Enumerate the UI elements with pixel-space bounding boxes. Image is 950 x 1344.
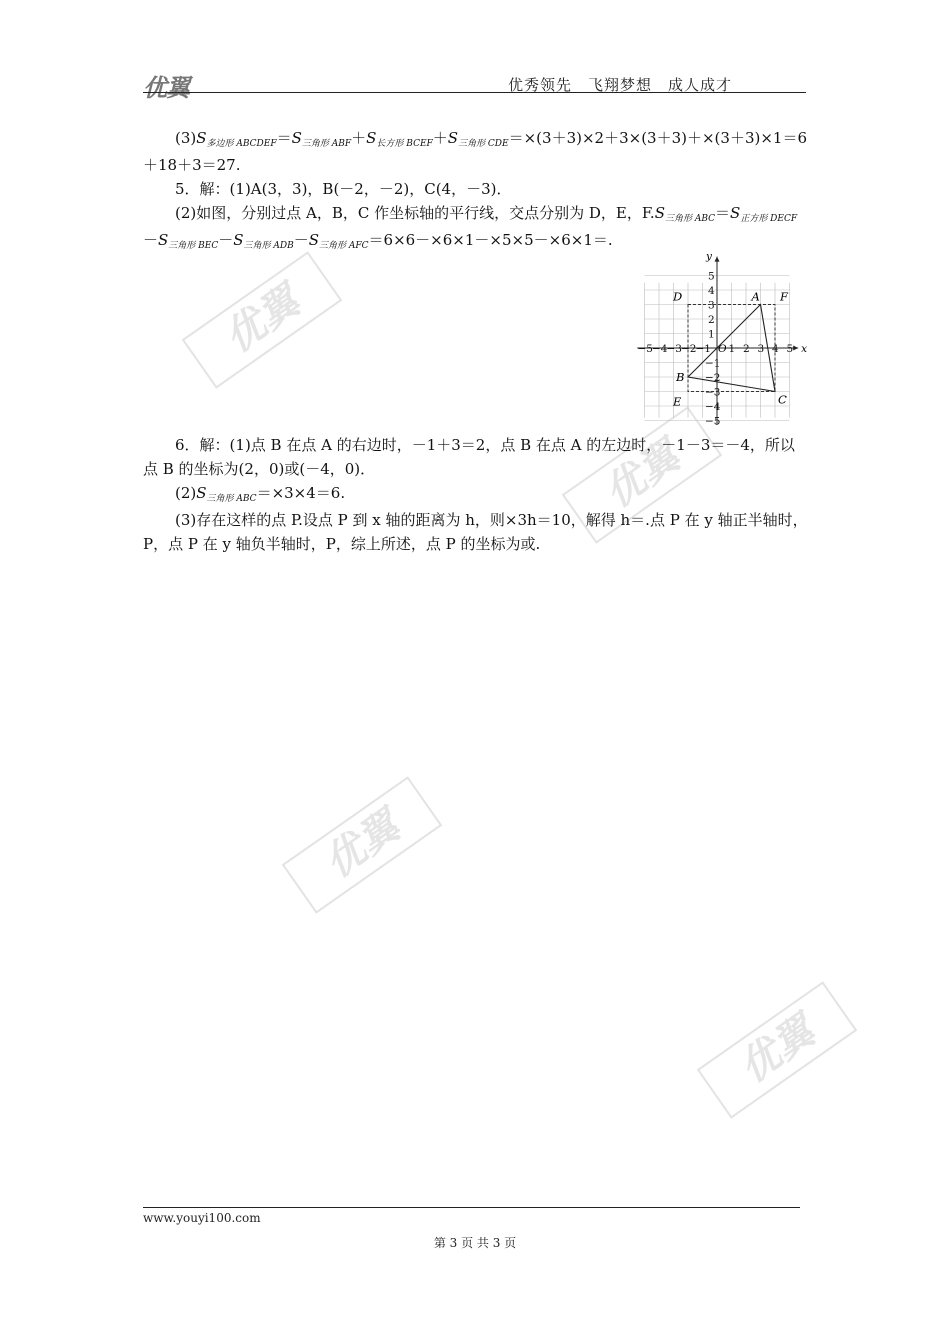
point-label-d: D: [673, 289, 683, 304]
x-tick-label: −5: [637, 343, 653, 355]
point-label-c: C: [778, 392, 787, 407]
x-tick-label: −2: [681, 343, 697, 355]
y-tick-label: 4: [708, 285, 715, 297]
x-axis-label: x: [801, 343, 808, 355]
footer-divider: [143, 1207, 800, 1208]
y-tick-label: 3: [708, 299, 715, 312]
header-divider: [143, 92, 806, 93]
y-tick-label: −4: [705, 401, 721, 413]
x-tick-label: 4: [772, 343, 779, 355]
watermark: 优翼: [182, 251, 343, 388]
page-number: 第 3 页 共 3 页: [433, 1236, 517, 1250]
point-label-a: A: [751, 289, 760, 304]
q6-part3: (3)存在这样的点 P.设点 P 到 x 轴的距离为 h，则×3h＝10，解得 h＝.点 P 在 y 轴正半轴时，P，点 P 在 y 轴负半轴时，P，综上所述，点 P 的坐标为或.: [143, 511, 808, 553]
point-label-e: E: [673, 394, 682, 409]
x-tick-label: 2: [743, 343, 750, 355]
x-tick-label: 5: [786, 343, 794, 355]
point-label-f: F: [780, 289, 788, 304]
y-tick-label: −1: [705, 357, 721, 370]
q6-part1: 6．解：(1)点 B 在点 A 的右边时，－1＋3＝2，点 B 在点 A 的左边时，－1－3＝－4，所以点 B 的坐标为(2，0)或(－4，0)．: [143, 436, 795, 478]
x-tick-label: 3: [757, 343, 765, 355]
header-logo: 优翼: [143, 74, 189, 102]
y-tick-label: −2: [705, 372, 721, 384]
coordinate-graph: [637, 244, 810, 428]
y-axis-arrow: [715, 257, 720, 262]
y-tick-label: −3: [705, 386, 721, 399]
watermark: 优翼: [697, 981, 858, 1118]
y-axis-label: y: [706, 250, 712, 263]
q4-part3: $(3)S_{多边形 ABCDEF}=S_{三角形 ABF}+S_{长方形 BCEF}+S_{三角形 CDE}=\times(3+3)\times 2+3\times(3+3)+\times(3+3)\times 1=6+18+3=27$.: [143, 129, 807, 174]
y-tick-label: 2: [708, 314, 715, 326]
q5-part1: 5．解：(1)A(3，3)，B(－2，－2)，C(4，－3)．: [175, 180, 512, 198]
q6-part2: $(2)S_{三角形 ABC}=\times 3\times 4=6$.: [175, 484, 346, 504]
x-tick-label: 1: [728, 343, 736, 355]
watermark: 优翼: [282, 776, 443, 913]
header-slogan: 优秀领先 飞翔梦想 成人成才: [508, 76, 733, 94]
footer-url: www.youyi100.com: [143, 1211, 261, 1225]
origin-label: O: [718, 343, 727, 355]
x-axis-arrow: [793, 346, 798, 351]
x-tick-label: −4: [652, 343, 668, 355]
watermark: 优翼: [562, 406, 723, 543]
point-label-b: B: [676, 370, 685, 384]
y-tick-label: 5: [708, 270, 715, 283]
x-tick-label: −1: [695, 343, 711, 355]
y-tick-label: −5: [705, 415, 721, 428]
y-tick-label: 1: [708, 328, 715, 341]
x-tick-label: −3: [666, 343, 682, 355]
q5-part2: (2)如图，分别过点 A，B，C 作坐标轴的平行线，交点分别为 D，E，$F.S_{三角形 ABC}=S_{正方形 DECF}-S_{三角形 BEC}-S_{三角形 ADB}-S_{三角形 AFC}=6\times 6-\times 6\times 1-\times 5\times 5-\times 6\times 1=$.: [143, 204, 798, 251]
